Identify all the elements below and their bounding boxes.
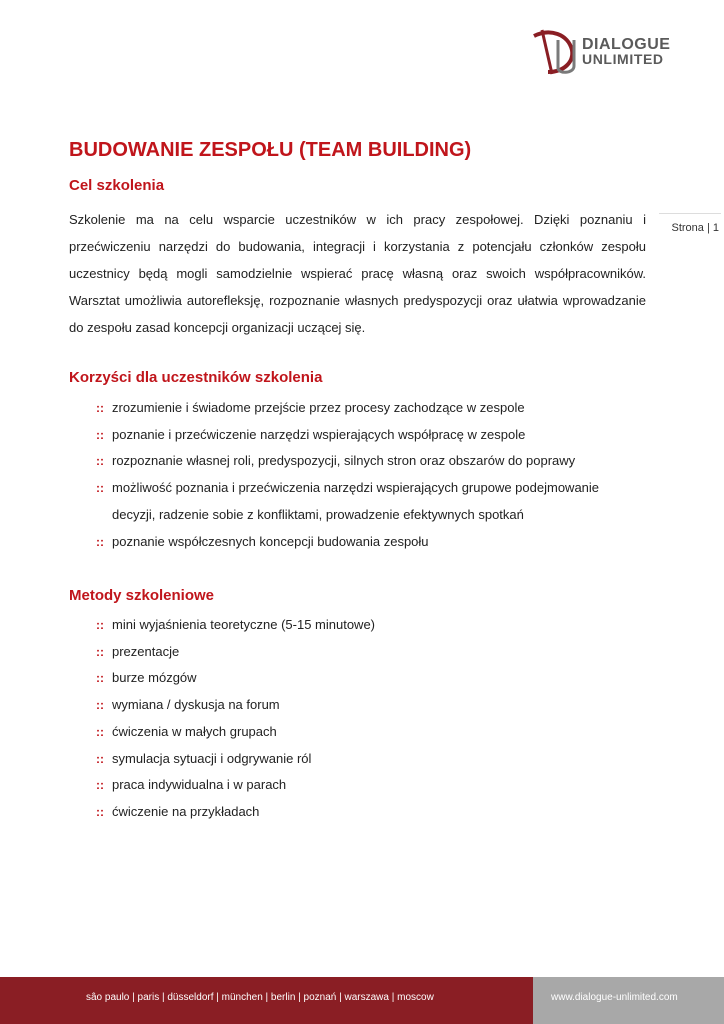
section-heading-methods: Metody szkoleniowe xyxy=(69,587,215,604)
list-item xyxy=(96,639,636,666)
bullet-marker: :: xyxy=(96,454,104,469)
list-item xyxy=(96,475,636,528)
goal-paragraph: Szkolenie ma na celu wsparcie uczestników w ich pracy zespołowej. Dzięki poznaniu i przećwiczeniu narzędzi do budowania, integracji i korzystania z potencjału członków zespołu uczestnicy będą mogli samodzielnie wspierać pracę własną oraz swoich współpracowników. Warsztat umożliwia autorefleksję, rozpoznanie własnych predyspozycji oraz ułatwia wprowadzanie do zespołu zasad koncepcji organizacji uczącej się. xyxy=(69,212,646,335)
list-item xyxy=(96,719,636,746)
bullet-marker: :: xyxy=(96,671,104,686)
list-item xyxy=(96,529,636,556)
list-item xyxy=(96,692,636,719)
list-item xyxy=(96,665,636,692)
logo-wordmark xyxy=(582,38,670,66)
footer-cities: sâo paulo | paris | düsseldorf | münchen | berlin | poznań | warszawa | moscow xyxy=(86,992,434,1003)
logo-line-1: DIALOGUE xyxy=(582,36,671,53)
benefits-list xyxy=(96,395,636,555)
list-item-text: zrozumienie i świadome przejście przez procesy zachodzące w zespole xyxy=(112,400,525,415)
bullet-marker: :: xyxy=(96,427,104,442)
bullet-marker: :: xyxy=(96,804,104,819)
page-footer xyxy=(0,977,724,1024)
list-item xyxy=(96,422,636,449)
list-item xyxy=(96,746,636,773)
list-item-text: burze mózgów xyxy=(112,670,197,686)
list-item-text: wymiana / dyskusja na forum xyxy=(112,697,280,713)
list-item-text: poznanie i przećwiczenie narzędzi wspierających współpracę w zespole xyxy=(112,426,526,442)
company-logo xyxy=(528,26,693,76)
list-item-text: poznanie współczesnych koncepcji budowania zespołu xyxy=(112,533,429,549)
bullet-marker: :: xyxy=(96,724,104,739)
bullet-marker: :: xyxy=(96,618,104,632)
logo-mark-icon xyxy=(528,26,584,76)
bullet-marker: :: xyxy=(96,778,104,793)
list-item-text: ćwiczenia w małych grupach xyxy=(112,723,277,739)
section-heading-goal: Cel szkolenia xyxy=(69,177,165,194)
list-item xyxy=(96,395,636,422)
list-item xyxy=(96,799,636,826)
list-item-text: symulacja sytuacji i odgrywanie ról xyxy=(112,750,312,766)
list-item xyxy=(96,448,636,475)
footer-website-link[interactable]: www.dialogue-unlimited.com xyxy=(551,992,678,1003)
bullet-marker: :: xyxy=(96,401,104,415)
list-item-text: ćwiczenie na przykładach xyxy=(112,803,260,819)
list-item-text: praca indywidualna i w parach xyxy=(112,777,287,793)
bullet-marker: :: xyxy=(96,534,104,549)
methods-list xyxy=(96,612,636,826)
bullet-marker: :: xyxy=(96,751,104,766)
bullet-marker: :: xyxy=(96,481,104,496)
list-item xyxy=(96,772,636,799)
document-title: BUDOWANIE ZESPOŁU (TEAM BUILDING) xyxy=(69,139,472,161)
logo-line-2: UNLIMITED xyxy=(582,51,664,67)
bullet-marker: :: xyxy=(96,644,104,659)
list-item xyxy=(96,612,636,639)
list-item-text: rozpoznanie własnej roli, predyspozycji, silnych stron oraz obszarów do poprawy xyxy=(112,453,576,469)
page-number-divider xyxy=(659,213,721,214)
section-heading-benefits: Korzyści dla uczestników szkolenia xyxy=(69,369,323,386)
list-item-text: mini wyjaśnienia teoretyczne (5-15 minutowe) xyxy=(112,617,376,632)
bullet-marker: :: xyxy=(96,698,104,713)
list-item-text: prezentacje xyxy=(112,643,180,659)
list-item-text: możliwość poznania i przećwiczenia narzędzi wspierających grupowe podejmowanie decyzji, radzenie sobie z konfliktami, prowadzenie efektywnych spotkań xyxy=(112,480,600,522)
page-number: Strona | 1 xyxy=(671,222,719,234)
